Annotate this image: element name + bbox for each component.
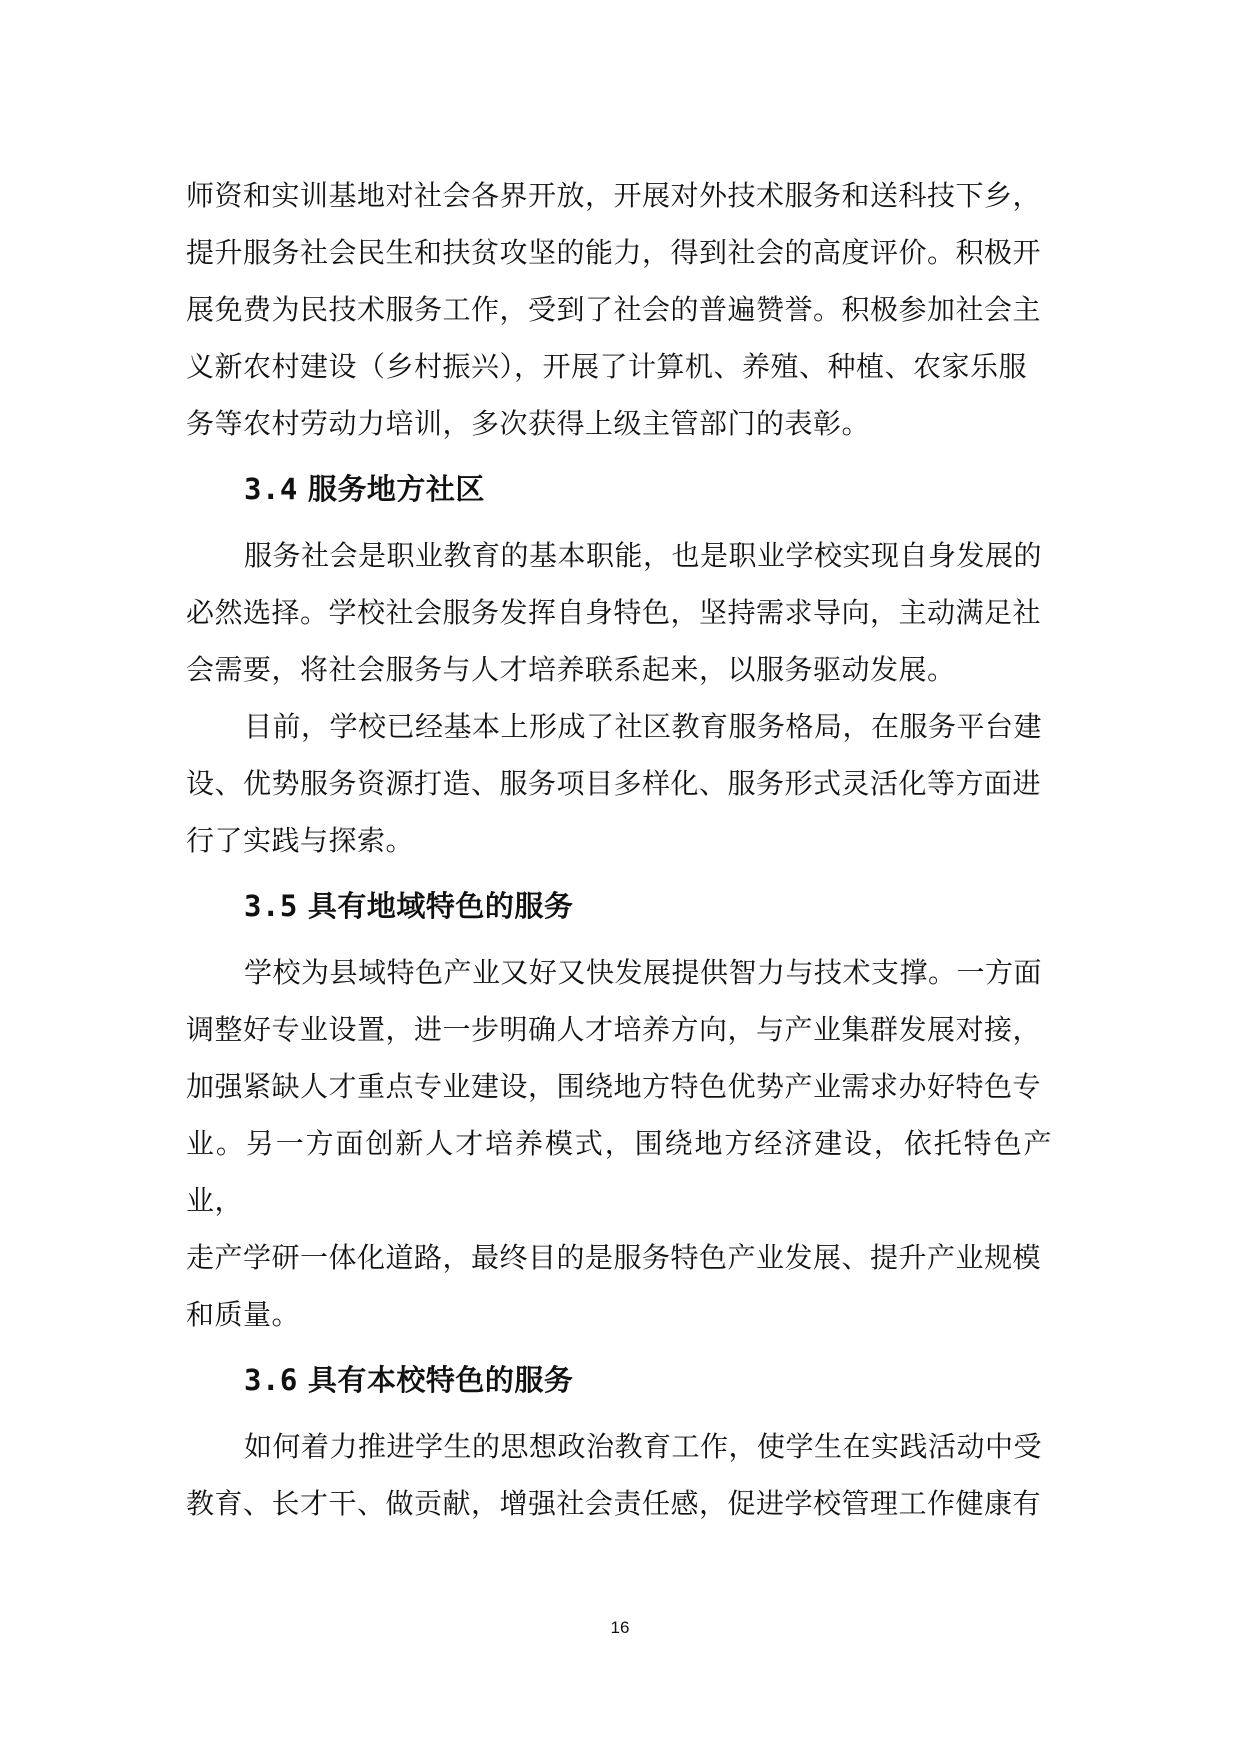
section-heading-3-4 [186,452,1052,527]
text-line: 会需要，将社会服务与人才培养联系起来，以服务驱动发展。 [186,653,956,686]
text-line: 教育、长才干、做贡献，增强社会责任感，促进学校管理工作健康有 [186,1487,1042,1520]
paragraph-community-education [186,698,1052,869]
section-number: 3.4 [244,472,298,506]
text-line: 必然选择。学校社会服务发挥自身特色，坚持需求导向，主动满足社 [186,596,1042,629]
text-line: 如何着力推进学生的思想政治教育工作，使学生在实践活动中受 [244,1430,1043,1463]
text-line: 服务社会是职业教育的基本职能，也是职业学校实现自身发展的 [244,539,1043,572]
section-title: 具有地域特色的服务 [307,889,574,923]
text-line: 走产学研一体化道路，最终目的是服务特色产业发展、提升产业规模 [186,1241,1042,1274]
paragraph-service-society [186,527,1052,698]
section-number: 3.6 [244,1363,298,1397]
text-line: 业。另一方面创新人才培养模式，围绕地方经济建设，依托特色产业， [186,1127,1052,1217]
section-number: 3.5 [244,889,298,923]
text-line: 务等农村劳动力培训，多次获得上级主管部门的表彰。 [186,407,871,440]
text-line: 加强紧缺人才重点专业建设，围绕地方特色优势产业需求办好特色专 [186,1070,1042,1103]
paragraph-regional-industry [186,944,1052,1343]
page-number: 16 [610,1618,630,1637]
section-heading-3-5 [186,869,1052,944]
paragraph-continuation [186,167,1052,452]
section-heading-3-6 [186,1343,1052,1418]
text-line: 提升服务社会民生和扶贫攻坚的能力，得到社会的高度评价。积极开 [186,236,1042,269]
section-title: 具有本校特色的服务 [307,1363,574,1397]
section-title: 服务地方社区 [307,472,485,506]
text-line: 师资和实训基地对社会各界开放，开展对外技术服务和送科技下乡， [186,179,1042,212]
text-line: 和质量。 [186,1298,301,1331]
text-line: 义新农村建设（乡村振兴），开展了计算机、养殖、种植、农家乐服 [186,350,1028,383]
paragraph-ideological-education [186,1418,1052,1532]
text-line: 设、优势服务资源打造、服务项目多样化、服务形式灵活化等方面进 [186,767,1042,800]
text-line: 展免费为民技术服务工作，受到了社会的普遍赞誉。积极参加社会主 [186,293,1042,326]
text-line: 目前，学校已经基本上形成了社区教育服务格局，在服务平台建 [244,710,1043,743]
page-body [186,167,1052,1532]
text-line: 调整好专业设置，进一步明确人才培养方向，与产业集群发展对接， [186,1013,1042,1046]
text-line: 学校为县域特色产业又好又快发展提供智力与技术支撑。一方面 [244,956,1043,989]
text-line: 行了实践与探索。 [186,824,415,857]
